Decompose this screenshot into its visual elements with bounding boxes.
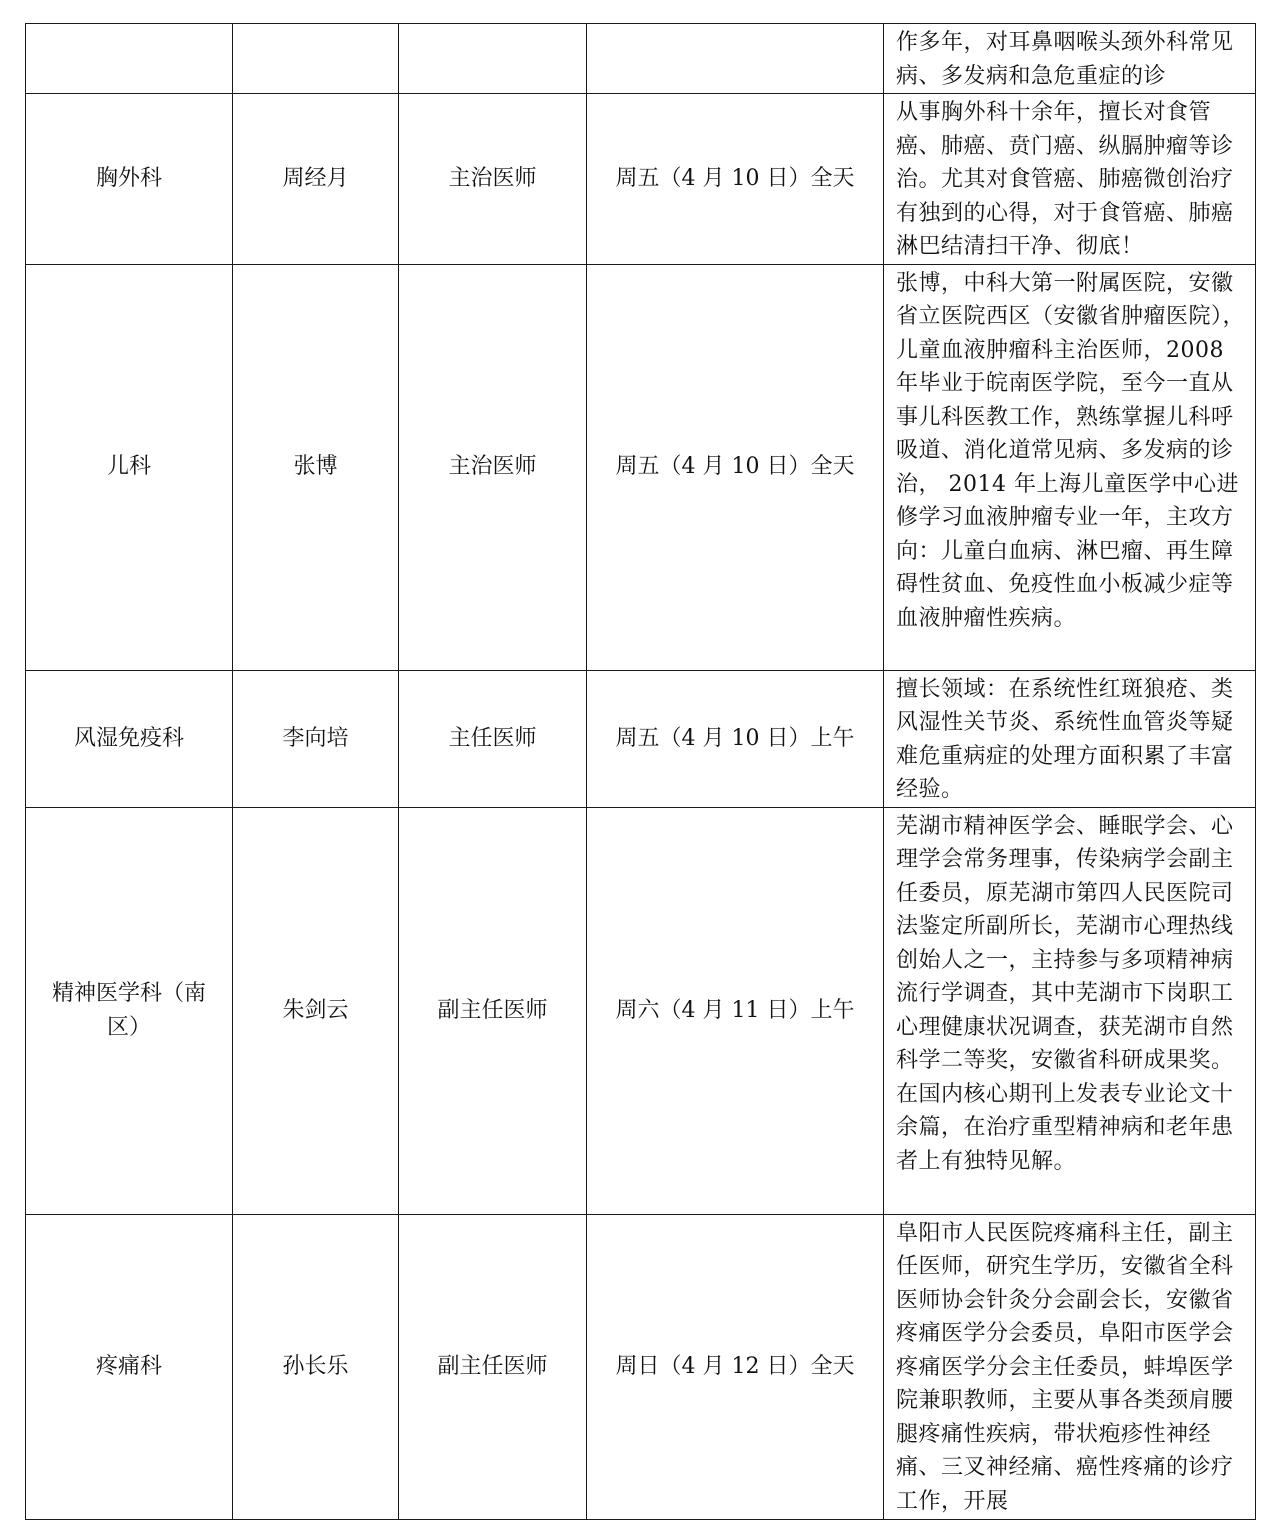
title-cell: 副主任医师: [399, 807, 587, 1214]
bio-cell: 张博，中科大第一附属医院，安徽省立医院西区（安徽省肿瘤医院），儿童血液肿瘤科主治医师，2008 年毕业于皖南医学院，至今一直从事儿科医教工作，熟练掌握儿科呼吸道、消化道常见病、多发病的诊治， 2014 年上海儿童医学中心进修学习血液肿瘤专业一年，主攻方向：儿童白血病、淋巴瘤、再生障碍性贫血、免疫性血小板减少症等血液肿瘤性疾病。: [884, 264, 1256, 670]
bio-text: 阜阳市人民医院疼痛科主任，副主任医师，研究生学历，安徽省全科医师协会针灸分会副会长，安徽省疼痛医学分会委员，阜阳市医学会疼痛医学分会主任委员，蚌埠医学院兼职教师，主要从事各类颈肩腰腿疼痛性疾病，带状疱疹性神经痛、三叉神经痛、癌性疼痛的诊疗工作，开展: [896, 1220, 1234, 1514]
bio-cell: 从事胸外科十余年，擅长对食管癌、肺癌、贲门癌、纵膈肿瘤等诊治。尤其对食管癌、肺癌微创治疗有独到的心得，对于食管癌、肺癌淋巴结清扫干净、彻底！: [884, 94, 1256, 265]
department-cell: 精神医学科（南区）: [26, 807, 233, 1214]
doctor-cell: 孙长乐: [233, 1214, 399, 1519]
time-cell: 周六（4 月 11 日）上午: [587, 807, 884, 1214]
department-cell: [26, 24, 233, 94]
table-row: [26, 1214, 1256, 1519]
bio-cell: 作多年，对耳鼻咽喉头颈外科常见病、多发病和急危重症的诊: [884, 24, 1256, 94]
time-cell: [587, 24, 884, 94]
table-row: [26, 264, 1256, 670]
title-cell: [399, 24, 587, 94]
department-cell: 胸外科: [26, 94, 233, 265]
doctor-cell: 李向培: [233, 670, 399, 807]
time-cell: 周日（4 月 12 日）全天: [587, 1214, 884, 1519]
time-cell: 周五（4 月 10 日）上午: [587, 670, 884, 807]
table-row: [26, 94, 1256, 265]
table-row: [26, 807, 1256, 1214]
bio-cell: [884, 1214, 1256, 1519]
bio-cell: 芜湖市精神医学会、睡眠学会、心理学会常务理事，传染病学会副主任委员，原芜湖市第四人民医院司法鉴定所副所长，芜湖市心理热线创始人之一，主持参与多项精神病流行学调查，其中芜湖市下岗职工心理健康状况调查，获芜湖市自然科学二等奖，安徽省科研成果奖。在国内核心期刊上发表专业论文十余篇，在治疗重型精神病和老年患者上有独特见解。: [884, 807, 1256, 1214]
title-cell: 主治医师: [399, 94, 587, 265]
title-cell: 副主任医师: [399, 1214, 587, 1519]
doctor-cell: 周经月: [233, 94, 399, 265]
schedule-table: [25, 23, 1256, 1520]
time-cell: 周五（4 月 10 日）全天: [587, 264, 884, 670]
title-cell: 主治医师: [399, 264, 587, 670]
title-cell: 主任医师: [399, 670, 587, 807]
table-row: [26, 24, 1256, 94]
table-row: [26, 670, 1256, 807]
bio-cell: 擅长领域：在系统性红斑狼疮、类风湿性关节炎、系统性血管炎等疑难危重病症的处理方面积累了丰富经验。: [884, 670, 1256, 807]
doctor-cell: 张博: [233, 264, 399, 670]
time-cell: 周五（4 月 10 日）全天: [587, 94, 884, 265]
department-cell: 风湿免疫科: [26, 670, 233, 807]
doctor-cell: [233, 24, 399, 94]
department-cell: 疼痛科: [26, 1214, 233, 1519]
doctor-cell: 朱剑云: [233, 807, 399, 1214]
department-cell: 儿科: [26, 264, 233, 670]
